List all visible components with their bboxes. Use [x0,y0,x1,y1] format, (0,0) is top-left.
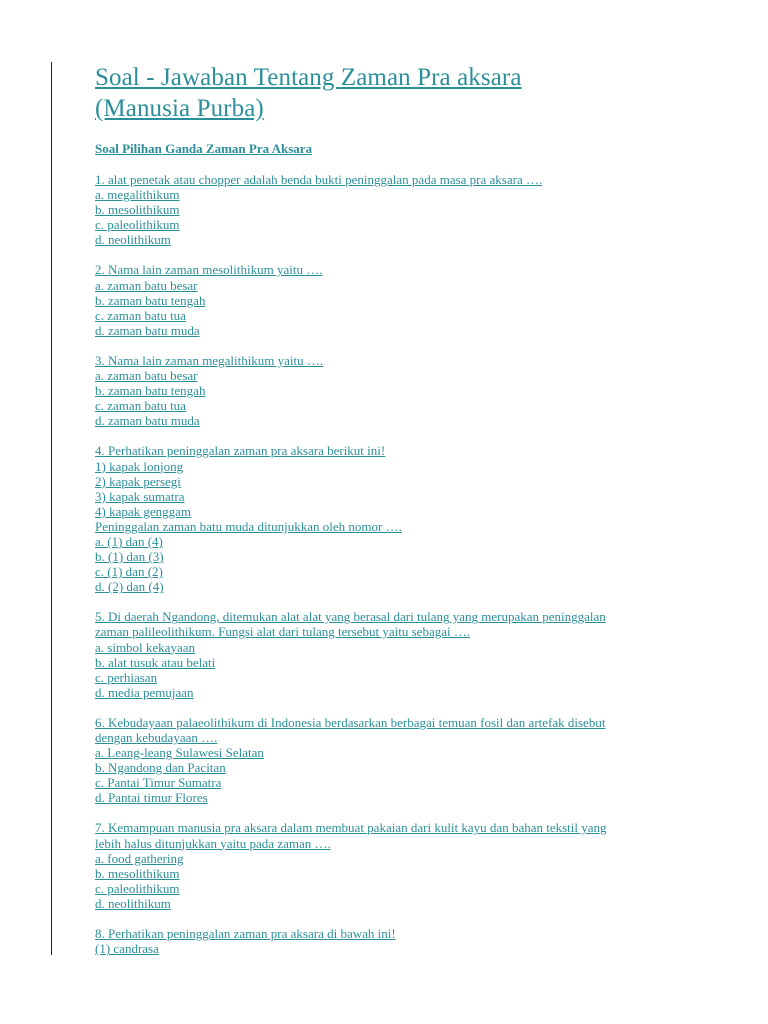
answer-option[interactable]: b. Ngandong dan Pacitan [95,760,226,776]
answer-option[interactable]: d. neolithikum [95,232,171,248]
answer-option[interactable]: d. (2) dan (4) [95,579,164,595]
answer-option[interactable]: c. Pantai Timur Sumatra [95,775,222,791]
question-block [95,353,725,428]
question-block [95,172,725,247]
question-stem-line[interactable]: 3) kapak sumatra [95,488,185,504]
question-stem-line[interactable]: dengan kebudayaan …. [95,730,218,745]
answer-option[interactable]: a. food gathering [95,850,184,866]
question-stem-line[interactable]: 8. Perhatikan peninggalan zaman pra aksara di bawah ini! [95,926,396,942]
answer-option[interactable]: a. megalithikum [95,187,180,203]
question-stem-line[interactable]: 3. Nama lain zaman megalithikum yaitu …. [95,352,324,368]
answer-option[interactable]: a. (1) dan (4) [95,533,163,549]
question-stem-line[interactable]: 4) kapak genggam [95,503,192,519]
answer-option[interactable]: c. (1) dan (2) [95,564,163,580]
question-block [95,715,725,806]
answer-option[interactable]: c. zaman batu tua [95,307,186,323]
answer-option[interactable]: a. simbol kekayaan [95,639,195,655]
answer-option[interactable]: c. paleolithikum [95,880,180,896]
question-stem-line[interactable]: (1) candrasa [95,941,159,957]
question-stem-line[interactable]: 6. Kebudayaan palaeolithikum di Indonesia berdasarkan berbagai temuan fosil dan artefak disebut [95,714,606,730]
question-stem-line[interactable]: 2) kapak persegi [95,473,181,489]
question-stem-line[interactable]: 2. Nama lain zaman mesolithikum yaitu …. [95,262,323,278]
answer-option[interactable]: c. perhiasan [95,669,158,685]
question-stem-line[interactable]: zaman palileolithikum. Fungsi alat dari tulang tersebut yaitu sebagai …. [95,624,471,640]
question-block [95,609,725,700]
question-stem-line[interactable]: 1) kapak lonjong [95,458,184,474]
question-block [95,820,725,911]
answer-option[interactable]: d. Pantai timur Flores [95,790,208,806]
page-title-line-2[interactable]: (Manusia Purba) [95,95,264,122]
question-stem-line[interactable]: 5. Di daerah Ngandong, ditemukan alat alat yang berasal dari tulang yang merupakan peninggalan [95,609,606,625]
question-stem-line[interactable]: 4. Perhatikan peninggalan zaman pra aksara berikut ini! [95,443,386,459]
page-title[interactable] [95,62,725,124]
answer-option[interactable]: d. zaman batu muda [95,322,200,338]
answer-option[interactable]: c. zaman batu tua [95,398,186,414]
question-list [95,172,725,956]
question-block [95,262,725,337]
answer-option[interactable]: a. zaman batu besar [95,368,198,384]
question-stem-line[interactable]: 1. alat penetak atau chopper adalah benda bukti peninggalan pada masa pra aksara …. [95,172,543,187]
page-title-line-1[interactable]: Soal - Jawaban Tentang Zaman Pra aksara [95,64,522,91]
answer-option[interactable]: b. alat tusuk atau belati [95,654,216,670]
question-block [95,443,725,594]
answer-option[interactable]: b. mesolithikum [95,865,180,881]
answer-option[interactable]: c. paleolithikum [95,217,180,233]
answer-option[interactable]: d. neolithikum [95,895,171,911]
document-body [95,62,725,971]
left-margin-rule [51,62,52,955]
section-subtitle[interactable]: Soal Pilihan Ganda Zaman Pra Aksara [95,141,313,156]
question-stem-line[interactable]: Peninggalan zaman batu muda ditunjukkan oleh nomor …. [95,518,402,534]
answer-option[interactable]: b. mesolithikum [95,202,180,218]
answer-option[interactable]: d. zaman batu muda [95,413,200,429]
answer-option[interactable]: b. (1) dan (3) [95,549,164,565]
answer-option[interactable]: d. media pemujaan [95,684,194,700]
answer-option[interactable]: b. zaman batu tengah [95,383,206,399]
answer-option[interactable]: b. zaman batu tengah [95,292,206,308]
question-stem-line[interactable]: 7. Kemampuan manusia pra aksara dalam membuat pakaian dari kulit kayu dan bahan tekstil yang [95,820,607,836]
question-stem-line[interactable]: lebih halus ditunjukkan yaitu pada zaman …. [95,835,331,851]
answer-option[interactable]: a. zaman batu besar [95,277,198,293]
question-block [95,926,725,956]
answer-option[interactable]: a. Leang-leang Sulawesi Selatan [95,745,264,761]
